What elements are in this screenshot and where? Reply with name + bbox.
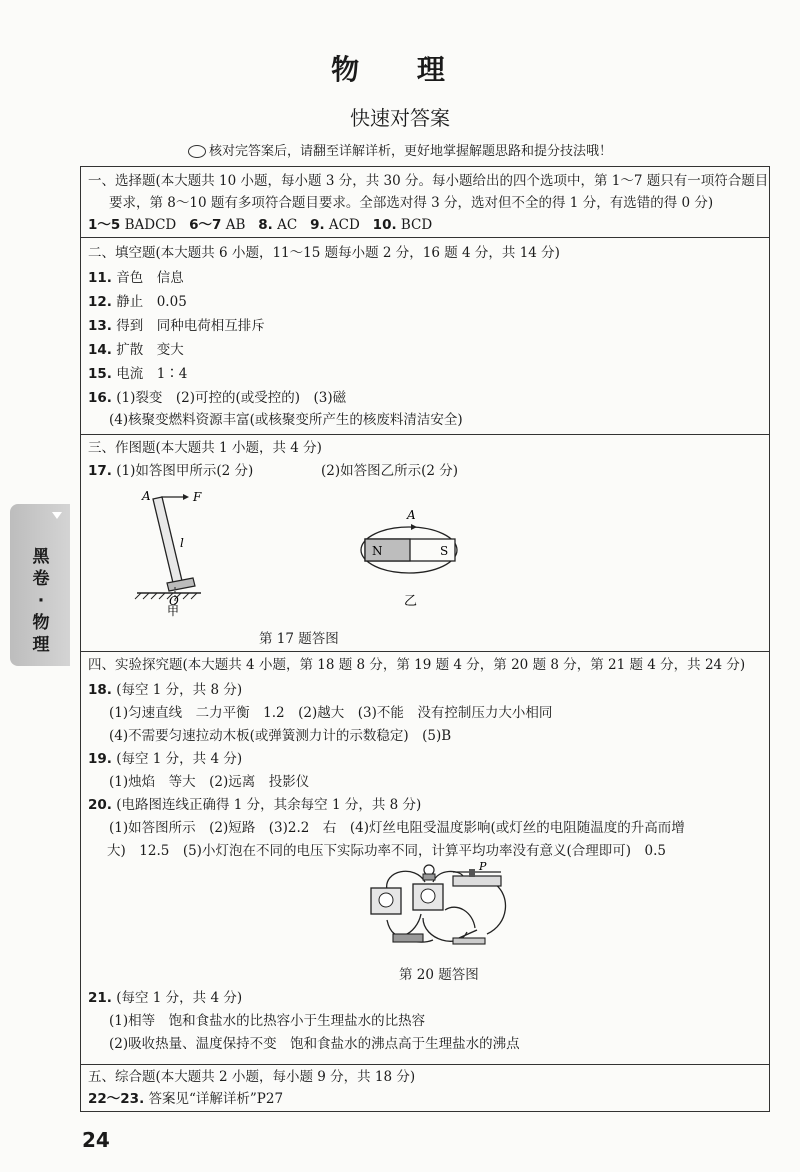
- voltmeter-dial: [421, 889, 435, 903]
- section-heading: 一、选择题(本大题共 10 小题，每小题 3 分，共 30 分。每小题给出的四个选项中，第 1～7 题只有一项符合题目: [88, 173, 769, 189]
- page-number: 24: [82, 1128, 110, 1152]
- answer-line: (2)吸收热量、温度保持不变 饱和食盐水的沸点高于生理盐水的沸点: [109, 1036, 520, 1052]
- list-item-cont: (4)核聚变燃料资源丰富(或核聚变所产生的核废料清洁安全): [109, 412, 463, 428]
- list-item: 14. 扩散 变大: [88, 342, 184, 358]
- question-17: 17. (1)如答图甲所示(2 分): [88, 463, 254, 479]
- list-item: 11. 音色 信息: [88, 270, 184, 286]
- list-item: 12. 静止 0.05: [88, 294, 187, 310]
- figure-17-b: [349, 505, 469, 615]
- caption-jia: 甲: [167, 604, 180, 617]
- label-F: F: [193, 490, 202, 504]
- label-A: A: [407, 508, 416, 522]
- side-tab: [10, 504, 70, 666]
- field-arrow-icon: [411, 524, 417, 530]
- force-arrow-head: [183, 494, 189, 500]
- question-20: 20. (电路图连线正确得 1 分，其余每空 1 分，共 8 分): [88, 797, 422, 813]
- page-subtitle: 快速对答案: [350, 106, 450, 130]
- answer-line: (1)匀速直线 二力平衡 1.2 (2)越大 (3)不能 没有控制压力大小相同: [109, 705, 553, 721]
- section-heading: 四、实验探究题(本大题共 4 小题，第 18 题 8 分，第 19 题 4 分，第 20 题 8 分，第 21 题 4 分，共 24 分): [88, 657, 746, 673]
- section-fill: [81, 238, 769, 435]
- triangle-icon: [52, 512, 62, 519]
- figure-caption: 第 20 题答图: [399, 967, 479, 983]
- section-heading: 五、综合题(本大题共 2 小题，每小题 9 分，共 18 分): [88, 1069, 416, 1085]
- label-A: A: [142, 489, 151, 503]
- question-17-part2: (2)如答图乙所示(2 分): [321, 463, 459, 479]
- tip-text: 核对完答案后，请翻至详解详析，更好地掌握解题思路和提分技法哦！: [208, 144, 612, 159]
- page-title: 物 理: [331, 53, 469, 86]
- label-l: l: [180, 536, 184, 550]
- figure-20-circuit: [363, 862, 513, 962]
- figure-17-a: [131, 487, 251, 617]
- rod: [153, 497, 183, 587]
- question-18: 18. (每空 1 分，共 8 分): [88, 682, 243, 698]
- label-O: O: [169, 594, 179, 608]
- label-P: P: [479, 862, 487, 873]
- battery: [393, 934, 423, 942]
- answer-line: (1)相等 饱和食盐水的比热容小于生理盐水的比热容: [109, 1013, 426, 1029]
- switch-base: [453, 938, 485, 944]
- section-comprehensive: [81, 1065, 769, 1111]
- rheostat-slider: [469, 869, 475, 877]
- rheostat: [453, 876, 501, 886]
- switch-lever: [459, 930, 477, 938]
- section-choice: [81, 167, 769, 238]
- side-tab-text: 黑卷·物理: [32, 547, 50, 655]
- answer-line: 大) 12.5 (5)小灯泡在不同的电压下实际功率不同，计算平均功率没有意义(合理即可) 0.5: [107, 843, 666, 859]
- tip-line: [0, 140, 800, 159]
- caption-yi: 乙: [404, 594, 418, 609]
- ammeter-dial: [379, 893, 393, 907]
- choice-answers: 1～5 BADCD 6～7 AB 8. AC 9. ACD 10. BCD: [88, 217, 433, 233]
- answer-line: (1)烛焰 等大 (2)远离 投影仪: [109, 774, 310, 790]
- section-experiment: [81, 652, 769, 1065]
- label-S: S: [440, 544, 449, 558]
- answer-line: (4)不需要匀速拉动木板(或弹簧测力计的示数稳定) (5)B: [109, 728, 452, 744]
- bulb-socket: [423, 874, 435, 880]
- list-item: 16. (1)裂变 (2)可控的(或受控的) (3)磁: [88, 390, 347, 406]
- ground-hatch: [135, 593, 197, 599]
- question-21: 21. (每空 1 分，共 4 分): [88, 990, 243, 1006]
- section-drawing: [81, 435, 769, 652]
- answer-line: (1)如答图所示 (2)短路 (3)2.2 右 (4)灯丝电阻受温度影响(或灯丝的电阻随温度的升高而增: [109, 820, 685, 836]
- list-item: 15. 电流 1∶4: [88, 366, 188, 382]
- rod-base: [167, 578, 195, 591]
- section-heading-cont: 要求，第 8～10 题有多项符合题目要求。全部选对得 3 分，选对但不全的得 1 分，有选错的得 0 分): [109, 195, 714, 211]
- section-heading: 三、作图题(本大题共 1 小题，共 4 分): [88, 440, 322, 456]
- answer-box: [80, 166, 770, 1112]
- question-19: 19. (每空 1 分，共 4 分): [88, 751, 243, 767]
- label-N: N: [372, 544, 383, 558]
- question-22-23: 22～23. 答案见“详解详析”P27: [88, 1091, 284, 1107]
- section-heading: 二、填空题(本大题共 6 小题，11～15 题每小题 2 分，16 题 4 分，共 14 分): [88, 245, 560, 261]
- figure-caption: 第 17 题答图: [259, 631, 339, 647]
- list-item: 13. 得到 同种电荷相互排斥: [88, 318, 265, 334]
- pointer-icon: [188, 145, 206, 158]
